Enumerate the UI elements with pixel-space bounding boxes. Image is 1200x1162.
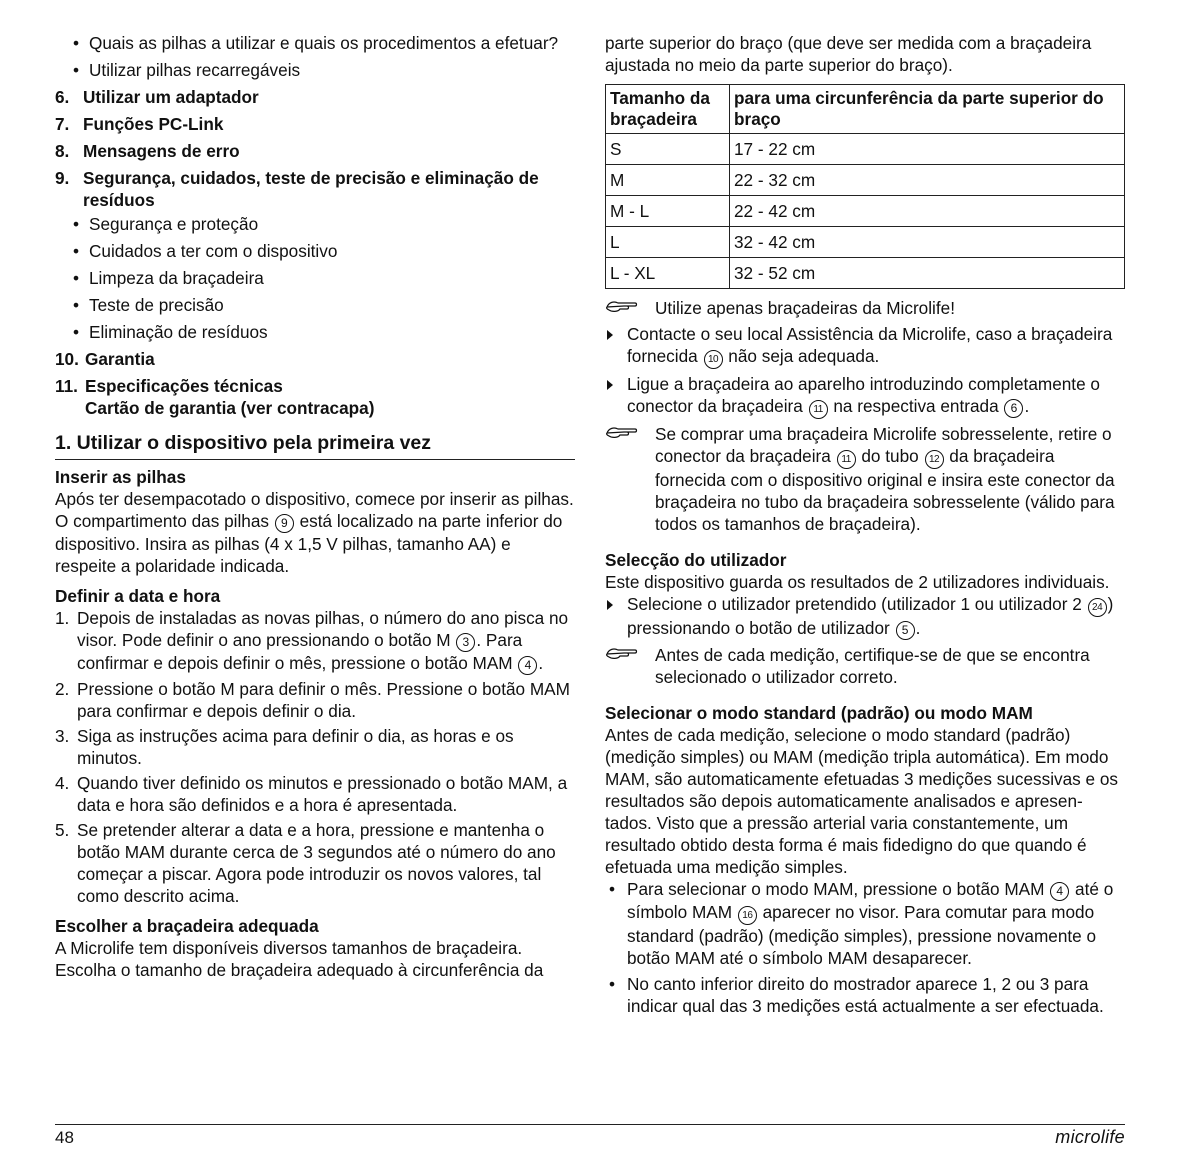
pointing-hand-icon xyxy=(605,423,655,535)
toc-bullet: • Limpeza da braçadeira xyxy=(63,267,575,289)
toc-item-9-sub xyxy=(63,213,575,343)
right-column xyxy=(605,32,1125,1021)
step: Ligue a braçadeira ao aparelho introduzindo completamente o conector da braçadeira 11 na respectiva entrada 6 . xyxy=(605,373,1125,419)
triangle-right-icon xyxy=(605,593,627,640)
note: Utilize apenas braçadeiras da Microlife! xyxy=(605,297,1125,319)
reference-number: 4 xyxy=(1050,882,1069,901)
bullet-dot-icon: • xyxy=(609,974,616,994)
step: Selecione o utilizador pretendido (utilizador 1 ou utilizador 2 24 ) pressionando o botão de utilizador 5 . xyxy=(605,593,1125,640)
bullet-item: • No canto inferior direito do mostrador aparece 1, 2 ou 3 para indicar qual das 3 medições está actualmente a ser efectuada. xyxy=(605,973,1125,1017)
toc-bullet: • Eliminação de resíduos xyxy=(63,321,575,343)
toc-item-9: 9. Segurança, cuidados, teste de precisão e eliminação de resíduos xyxy=(55,168,539,210)
reference-number: 5 xyxy=(896,621,915,640)
table-header: para uma circunferência da parte superior do braço xyxy=(730,85,1125,134)
toc-bullet: • Utilizar pilhas recarregáveis xyxy=(63,59,575,81)
left-column xyxy=(55,32,575,981)
reference-number: 24 xyxy=(1088,598,1107,617)
list-item: 5. Se pretender alterar a data e a hora, pressione e mantenha o botão MAM durante cerca de 3 segundos até o número do ano começar a piscar. Agora pode introduzir os novos valores, tal como descrito acima. xyxy=(55,820,556,906)
triangle-right-icon xyxy=(605,373,627,419)
toc-item-10: 10. Garantia xyxy=(55,349,155,369)
note: Antes de cada medição, certifique-se de que se encontra selecionado o utilizador correto. xyxy=(605,644,1125,688)
table-row: L - XL 32 - 52 cm xyxy=(606,258,1125,289)
reference-number: 16 xyxy=(738,906,757,925)
toc-item-11: 11. Especificações técnicas xyxy=(55,376,283,396)
reference-number: 9 xyxy=(275,514,294,533)
bullet-item: • Para selecionar o modo MAM, pressione o botão MAM 4 até o símbolo MAM 16 aparecer no visor. Para comutar para modo standard (padrão) (medição simples), pressione novamente o botão MAM até o símbolo MAM desaparecer. xyxy=(605,878,1125,969)
note: Se comprar uma braçadeira Microlife sobresselente, retire o conector da braçadeira 11 do tubo 12 da braçadeira fornecida com o dispositivo original e insira este conector da braçadeira no tubo da braçadeira sobresselente (válido para todos os tamanhos de braçadeira). xyxy=(605,423,1125,535)
table-row: L 32 - 42 cm xyxy=(606,227,1125,258)
table-row: S 17 - 22 cm xyxy=(606,134,1125,165)
toc-bullet: • Segurança e proteção xyxy=(63,213,575,235)
table-header-row xyxy=(606,85,1125,134)
toc-item-7: 7. Funções PC-Link xyxy=(55,114,224,134)
list-item: 4. Quando tiver definido os minutos e pressionado o botão MAM, a data e hora são definidos e a hora é apresentada. xyxy=(55,773,568,815)
reference-number: 3 xyxy=(456,633,475,652)
triangle-right-icon xyxy=(605,323,627,369)
reference-number: 11 xyxy=(837,450,856,469)
footer-divider xyxy=(55,1124,1125,1125)
table-row: M 22 - 32 cm xyxy=(606,165,1125,196)
table-row: M - L 22 - 42 cm xyxy=(606,196,1125,227)
heading-cuff: Escolher a braçadeira adequada xyxy=(55,916,319,936)
paragraph-batteries: Após ter desempacotado o dispositivo, comece por inserir as pilhas. O compartimento das pilhas 9 está localizado na parte inferior do dispositivo. Insira as pilhas (4 x 1,5 V pilhas, tamanho AA) e respeite a polaridade indicada. xyxy=(55,489,574,576)
toc-bullet: • Cuidados a ter com o dispositivo xyxy=(63,240,575,262)
paragraph-cuff-continued: parte superior do braço (que deve ser medida com a braçadeira ajustada no meio da parte superior do braço). xyxy=(605,33,1092,75)
brand-logo: microlife xyxy=(1055,1127,1125,1147)
toc-warranty-card: Cartão de garantia (ver contracapa) xyxy=(85,398,375,418)
paragraph-user: Este dispositivo guarda os resultados de 2 utilizadores individuais. xyxy=(605,572,1110,592)
pointing-hand-icon xyxy=(605,297,655,319)
cuff-size-table xyxy=(605,84,1125,289)
heading-user: Selecção do utilizador xyxy=(605,550,787,570)
paragraph-mode: Antes de cada medição, selecione o modo standard (padrão) (medição simples) ou MAM (medição tripla automática). Em modo MAM, são automaticamente efetuadas 3 medições sucessivas e os resultados são depois automaticamente analisados e apresen-tados. Visto que a pressão arterial varia constantemente, um resultado obtido desta forma é mais fidedigno do que quando é efetuada uma medição simples. xyxy=(605,725,1119,877)
step: Contacte o seu local Assistência da Microlife, caso a braçadeira fornecida 10 não seja adequada. xyxy=(605,323,1125,369)
toc-pre-bullets xyxy=(63,32,575,81)
reference-number: 12 xyxy=(925,450,944,469)
toc-item-8: 8. Mensagens de erro xyxy=(55,141,240,161)
toc-item-6: 6. Utilizar um adaptador xyxy=(55,87,259,107)
toc-bullet: • Teste de precisão xyxy=(63,294,575,316)
reference-number: 4 xyxy=(518,656,537,675)
heading-mode: Selecionar o modo standard (padrão) ou modo MAM xyxy=(605,703,1033,723)
reference-number: 10 xyxy=(704,350,723,369)
list-item: 1. Depois de instaladas as novas pilhas, o número do ano pisca no visor. Pode definir o ano pressionando o botão M 3 . Para confirmar e depois definir o mês, pressione o botão MAM 4 . xyxy=(55,608,569,673)
reference-number: 6 xyxy=(1004,399,1023,418)
reference-number: 11 xyxy=(809,400,828,419)
bullet-dot-icon: • xyxy=(609,879,616,899)
heading-datetime: Definir a data e hora xyxy=(55,586,221,606)
section-title: 1. Utilizar o dispositivo pela primeira vez xyxy=(55,431,575,460)
pointing-hand-icon xyxy=(605,644,655,688)
list-item: 2. Pressione o botão M para definir o mês. Pressione o botão MAM para confirmar e depois definir o dia. xyxy=(55,679,570,721)
toc-bullet: • Quais as pilhas a utilizar e quais os procedimentos a efetuar? xyxy=(63,32,575,54)
paragraph-cuff: A Microlife tem disponíveis diversos tamanhos de braçadeira. Escolha o tamanho de braçadeira adequado à circunferência da xyxy=(55,938,544,980)
page-number: 48 xyxy=(55,1128,74,1147)
list-item: 3. Siga as instruções acima para definir o dia, as horas e os minutos. xyxy=(55,726,514,768)
heading-batteries: Inserir as pilhas xyxy=(55,467,186,487)
table-header: Tamanho da braçadeira xyxy=(606,85,730,134)
